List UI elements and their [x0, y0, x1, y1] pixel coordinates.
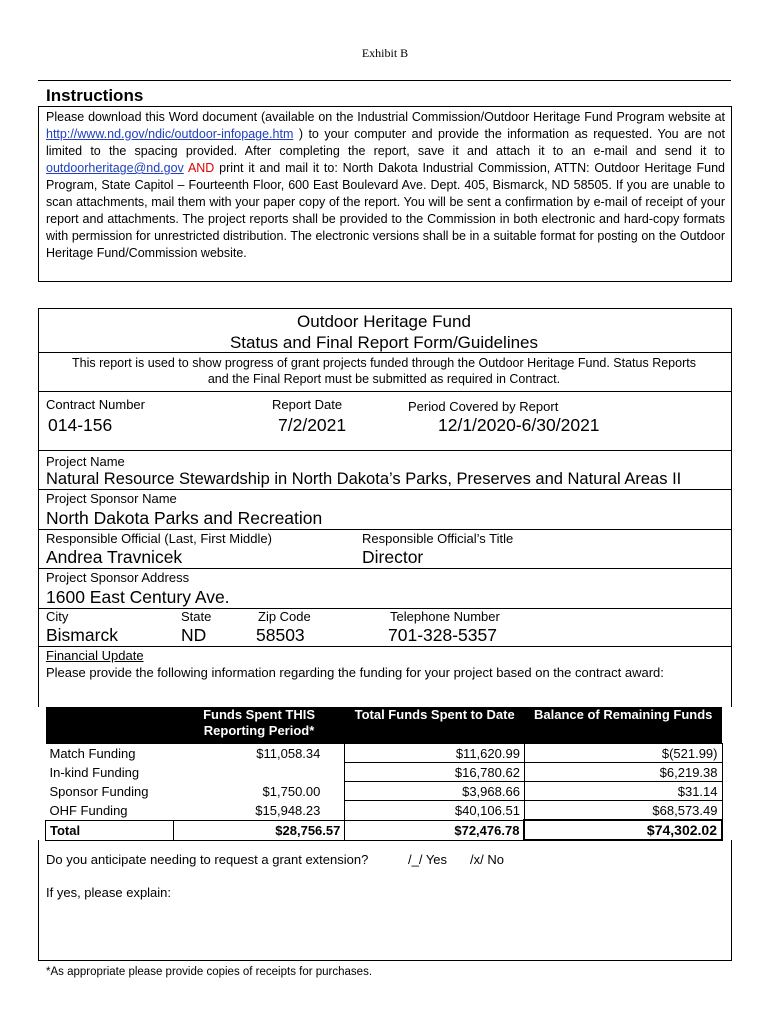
funding-table-header — [46, 707, 723, 744]
instructions-text — [46, 109, 725, 262]
project-name-label: Project Name — [46, 454, 125, 469]
row-to-date: $16,780.62 — [345, 763, 525, 782]
header-rule — [38, 80, 731, 81]
sponsor-name-label: Project Sponsor Name — [46, 491, 177, 506]
extension-yes-option[interactable]: /_/ Yes — [408, 852, 448, 867]
official-title: Director — [362, 547, 424, 567]
instructions-title: Instructions — [46, 86, 144, 105]
row-label: Match Funding — [49, 745, 136, 761]
row-label: OHF Funding — [49, 802, 128, 818]
row-balance: $31.14 — [524, 782, 722, 801]
website-link[interactable]: http://www.nd.gov/ndic/outdoor-infopage.htm — [46, 127, 294, 141]
contract-number: 014-156 — [48, 415, 113, 435]
total-to-date: $72,476.78 — [345, 820, 525, 840]
row-to-date: $3,968.66 — [345, 782, 525, 801]
state-value: ND — [181, 625, 207, 645]
form-subtitle: This report is used to show progress of grant projects funded through the Outdoor Heritage Fund. Status Reports and the Final Report must be submitted as required in Contract. — [72, 356, 696, 386]
address-value: 1600 East Century Ave. — [46, 587, 230, 607]
total-period: $28,756.57 — [173, 820, 345, 840]
and-emphasis: AND — [187, 161, 215, 175]
form-title-divider — [38, 352, 731, 353]
row-period: $11,058.34 — [256, 745, 321, 761]
extension-question: Do you anticipate needing to request a grant extension? — [46, 852, 369, 867]
footnote: *As appropriate please provide copies of receipts for purchases. — [46, 966, 373, 978]
header-blank — [46, 707, 174, 744]
instructions-text-part1: Please download this Word document (available on the Industrial Commission/Outdoor Heritage Fund Program website at — [46, 110, 725, 124]
row-period: $1,750.00 — [262, 783, 321, 799]
sponsor-name: North Dakota Parks and Recreation — [46, 508, 323, 528]
row-period — [173, 763, 345, 782]
phone-value: 701-328-5357 — [388, 625, 497, 645]
table-total-row — [46, 820, 723, 840]
official-name: Andrea Travnicek — [46, 547, 183, 567]
total-balance: $74,302.02 — [524, 820, 722, 840]
row-to-date: $11,620.99 — [345, 744, 525, 763]
project-name: Natural Resource Stewardship in North Dakota’s Parks, Preserves and Natural Areas II — [46, 470, 682, 488]
row-balance: $6,219.38 — [524, 763, 722, 782]
zip-value: 58503 — [256, 625, 305, 645]
financial-update-text: Please provide the following information regarding the funding for your project based on the contract award: — [46, 665, 664, 680]
total-label: Total — [46, 820, 174, 840]
city-row-divider — [38, 646, 731, 647]
row-balance: $(521.99) — [524, 744, 722, 763]
table-row — [46, 782, 723, 801]
instructions-text-part3: print it and mail it to: North Dakota Industrial Commission, ATTN: Outdoor Heritage Fund Program, State Capitol – Fourteenth Floor, 600 East Boulevard Ave. Dept. 405, Bismarck, ND 58505. If you are unable to scan attachments, mail them with your paper copy of the report. You will be sent a confirmation by e-mail of receipt of your report and attachments. The project reports shall be provided to the Commission in both electronic and hard-copy formats with permission for unrestricted distribution. The electronic versions shall be in a suitable format for posting on the Outdoor Heritage Fund/Commission website. — [46, 161, 725, 260]
form-subtitle-divider — [38, 391, 731, 392]
period-value: 12/1/2020-6/30/2021 — [438, 415, 600, 435]
instructions-text-part2: ) to your computer and provide the information as requested. You are not limited to the spacing provided. After completing the report, save it and attach it to an e-mail and send it to — [46, 127, 725, 158]
exhibit-label: Exhibit B — [361, 46, 409, 60]
row-to-date: $40,106.51 — [345, 801, 525, 821]
report-date-label: Report Date — [272, 397, 343, 412]
period-label: Period Covered by Report — [408, 399, 559, 414]
state-label: State — [181, 609, 212, 624]
extension-no-option[interactable]: /x/ No — [470, 852, 504, 867]
table-row — [46, 763, 723, 782]
form-title-line2: Status and Final Report Form/Guidelines — [229, 333, 539, 352]
funding-table — [45, 707, 723, 841]
header-balance: Balance of Remaining Funds — [524, 707, 722, 744]
row-balance: $68,573.49 — [524, 801, 722, 821]
row-label: In-kind Funding — [49, 764, 140, 780]
form-title-line1: Outdoor Heritage Fund — [297, 312, 471, 331]
email-link[interactable]: outdoorheritage@nd.gov — [46, 161, 184, 175]
project-name-divider — [38, 489, 731, 490]
sponsor-divider — [38, 529, 731, 530]
city-value: Bismarck — [46, 625, 118, 645]
zip-label: Zip Code — [258, 609, 311, 624]
row-label: Sponsor Funding — [49, 783, 149, 799]
table-row — [46, 801, 723, 821]
contract-row-divider — [38, 450, 731, 451]
table-row — [46, 744, 723, 763]
extension-explain: If yes, please explain: — [46, 885, 172, 900]
report-date: 7/2/2021 — [278, 415, 347, 435]
financial-update-heading: Financial Update — [46, 648, 144, 663]
row-period: $15,948.23 — [255, 802, 321, 818]
official-title-label: Responsible Official’s Title — [362, 531, 514, 546]
official-divider — [38, 568, 731, 569]
city-label: City — [46, 609, 69, 624]
phone-label: Telephone Number — [390, 609, 500, 624]
address-divider — [38, 608, 731, 609]
address-label: Project Sponsor Address — [46, 570, 190, 585]
header-to-date: Total Funds Spent to Date — [345, 707, 525, 744]
official-label: Responsible Official (Last, First Middle) — [46, 531, 272, 546]
contract-number-label: Contract Number — [46, 397, 145, 412]
header-period: Funds Spent THIS Reporting Period* — [173, 707, 345, 744]
